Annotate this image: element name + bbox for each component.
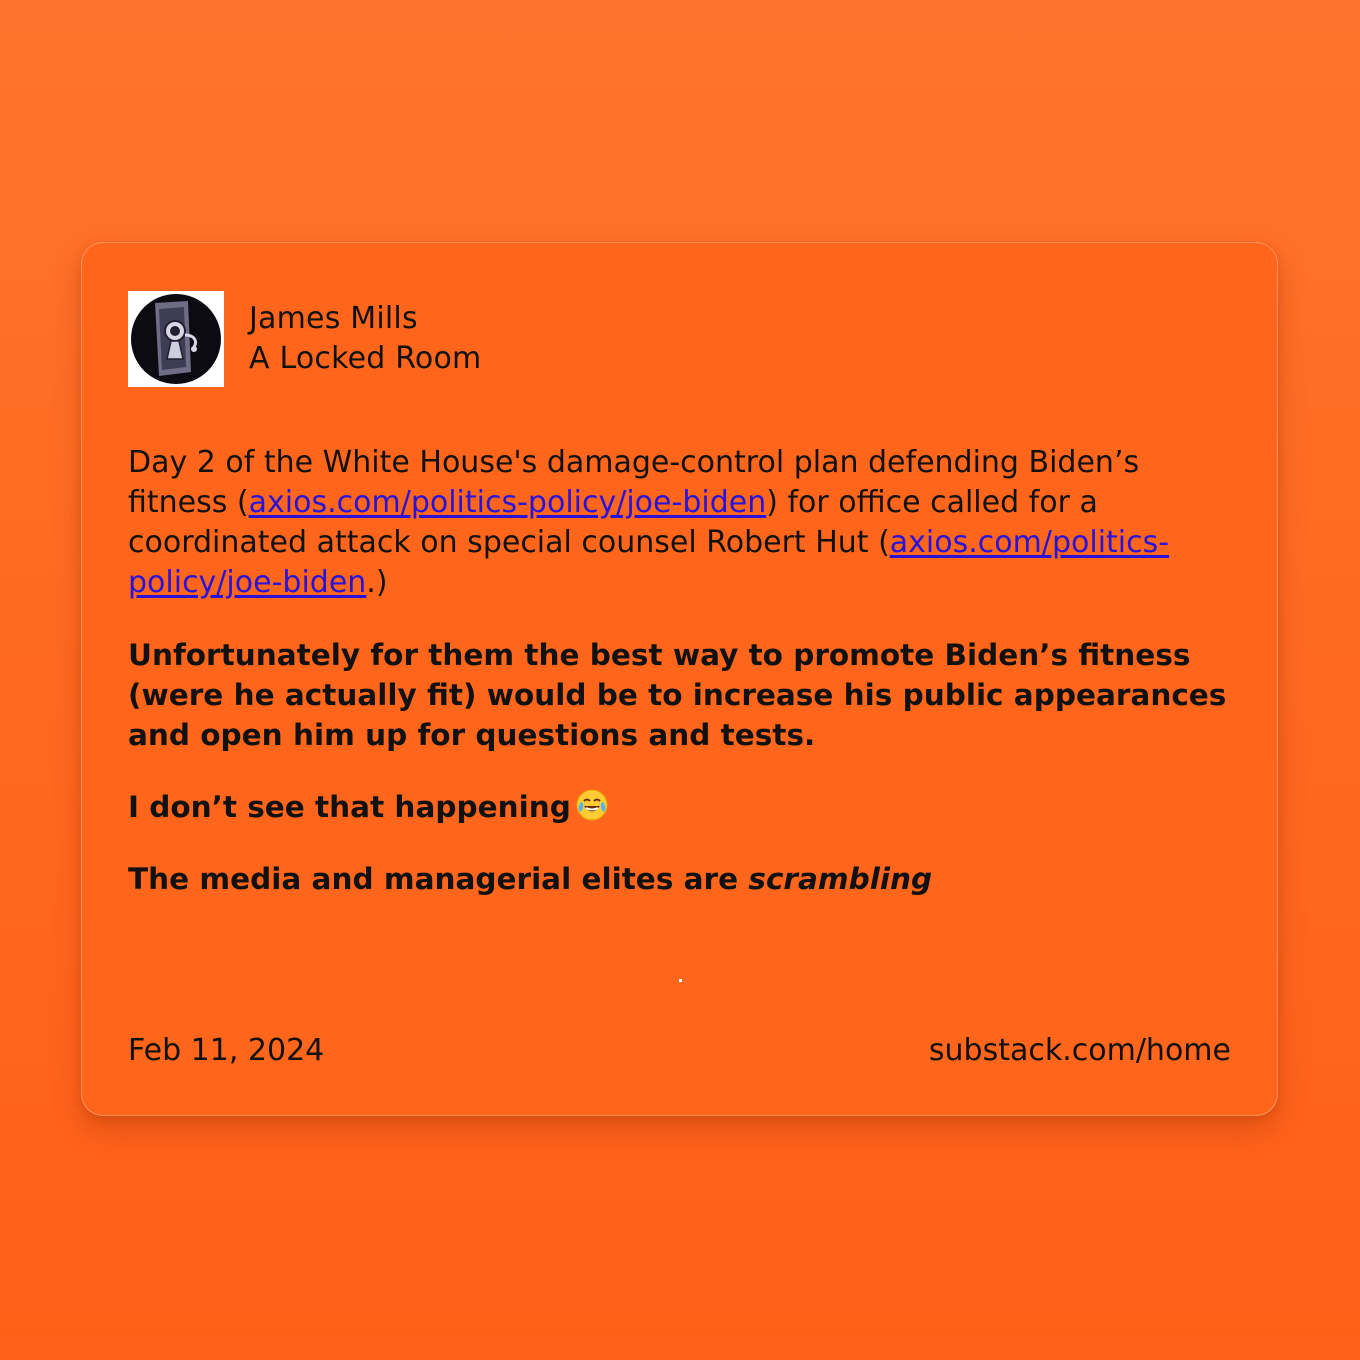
intro-text-3: .) bbox=[366, 565, 388, 600]
intro-text-1: Day 2 of the White House's damage-control plan defending Biden’s fitness ( bbox=[128, 445, 1140, 520]
post-card bbox=[81, 242, 1278, 1116]
separator-dot bbox=[679, 979, 682, 982]
paragraph-4-emphasis: scrambling bbox=[748, 862, 933, 896]
post-date: Feb 11, 2024 bbox=[128, 1033, 325, 1068]
intro-text-2: ) for office called for a coordinated attack on special counsel Robert Hut ( bbox=[128, 485, 1098, 560]
paragraph-intro bbox=[128, 443, 1238, 603]
keyhole-door-icon bbox=[128, 291, 224, 387]
source-link[interactable]: substack.com/home bbox=[928, 1033, 1231, 1068]
paragraph-3 bbox=[128, 787, 1238, 827]
author-info bbox=[249, 299, 481, 379]
post-header bbox=[128, 291, 481, 387]
face-with-tears-of-joy-icon bbox=[575, 788, 609, 822]
paragraph-4-text: The media and managerial elites are bbox=[128, 862, 749, 896]
avatar[interactable] bbox=[128, 291, 224, 387]
post-footer bbox=[128, 1031, 1231, 1071]
post-body bbox=[128, 443, 1238, 931]
author-name[interactable]: James Mills bbox=[249, 301, 418, 336]
paragraph-2: Unfortunately for them the best way to promote Biden’s fitness (were he actually fit) would be to increase his public appearances and open him up for questions and tests. bbox=[128, 638, 1227, 752]
axios-link-2[interactable]: axios.com/politics-policy/joe-biden bbox=[128, 525, 1170, 600]
axios-link-1[interactable]: axios.com/politics-policy/joe-biden bbox=[248, 485, 767, 520]
paragraph-3-text: I don’t see that happening bbox=[128, 790, 571, 824]
publication-name[interactable]: A Locked Room bbox=[249, 341, 482, 376]
paragraph-4 bbox=[128, 859, 1238, 899]
